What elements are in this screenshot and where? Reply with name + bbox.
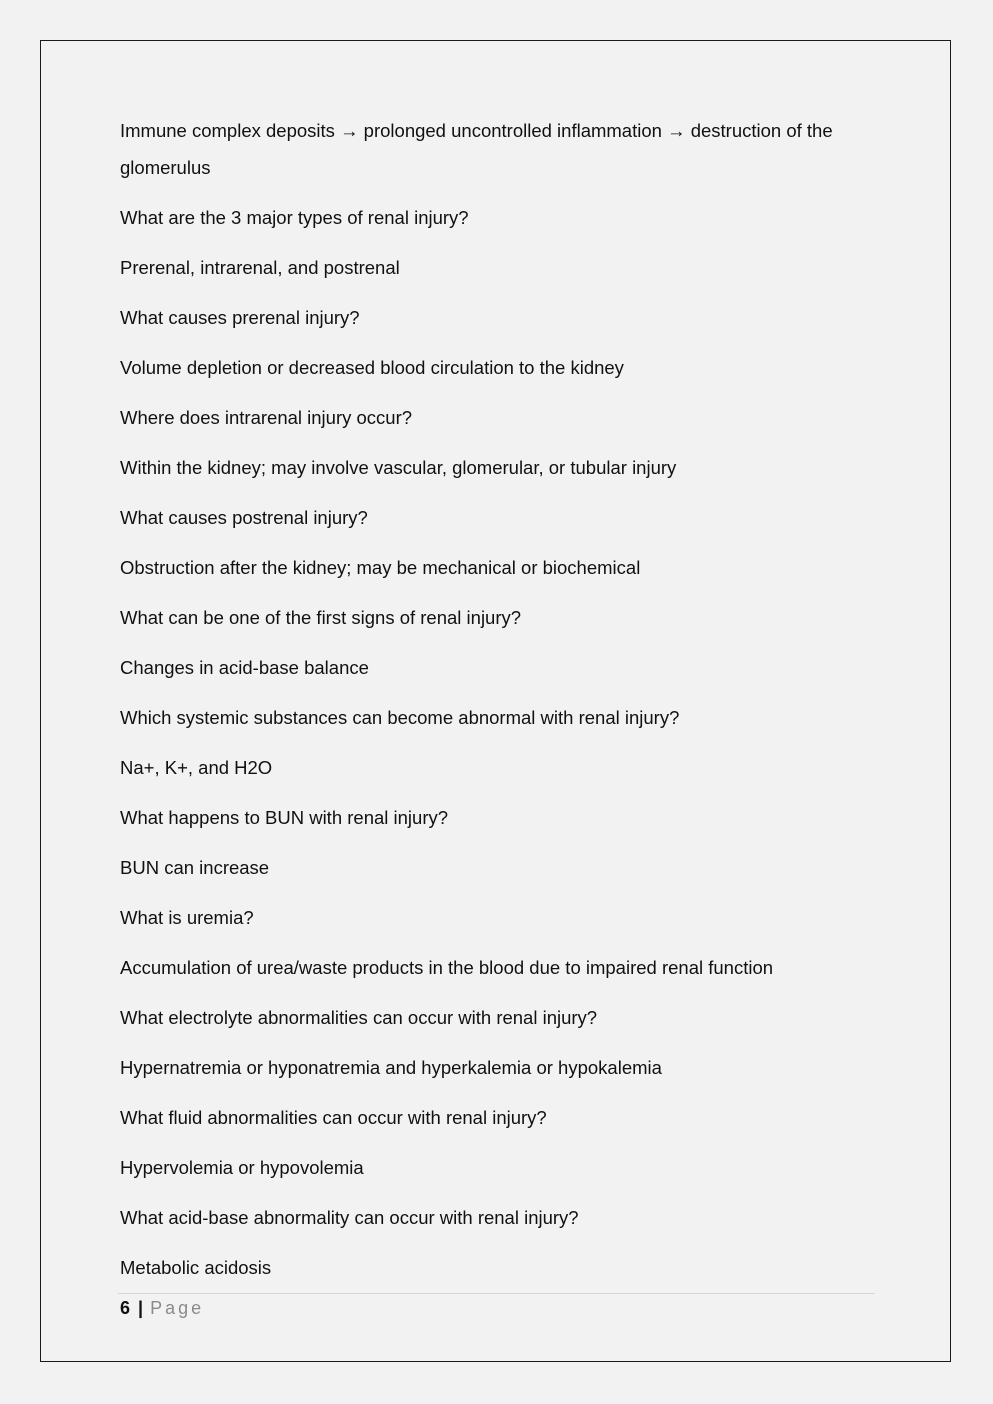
answer-line: Accumulation of urea/waste products in the blood due to impaired renal function	[120, 957, 774, 978]
answer-line: Obstruction after the kidney; may be mechanical or biochemical	[120, 557, 641, 578]
question-line: What electrolyte abnormalities can occur with renal injury?	[120, 1007, 598, 1028]
question-line: Where does intrarenal injury occur?	[120, 407, 413, 428]
answer-line: Hypervolemia or hypovolemia	[120, 1157, 364, 1178]
text-line: Immune complex deposits → prolonged uncontrolled inflammation → destruction of the glomerulus	[120, 120, 833, 178]
question-line: What can be one of the first signs of renal injury?	[120, 607, 522, 628]
answer-line: Hypernatremia or hyponatremia and hyperkalemia or hypokalemia	[120, 1057, 662, 1078]
answer-line: Within the kidney; may involve vascular, glomerular, or tubular injury	[120, 457, 677, 478]
answer-line: Prerenal, intrarenal, and postrenal	[120, 257, 400, 278]
answer-line: Volume depletion or decreased blood circulation to the kidney	[120, 357, 624, 378]
footer-separator: |	[138, 1298, 144, 1318]
answer-line: Metabolic acidosis	[120, 1257, 272, 1278]
question-line: What causes postrenal injury?	[120, 507, 368, 528]
question-line: What are the 3 major types of renal injury?	[120, 207, 469, 228]
answer-line: Na+, K+, and H2O	[120, 757, 273, 778]
document-body	[120, 112, 880, 1299]
question-line: Which systemic substances can become abnormal with renal injury?	[120, 707, 680, 728]
question-line: What fluid abnormalities can occur with renal injury?	[120, 1107, 547, 1128]
answer-line: BUN can increase	[120, 857, 270, 878]
question-line: What acid-base abnormality can occur with renal injury?	[120, 1207, 579, 1228]
answer-line: Changes in acid-base balance	[120, 657, 369, 678]
question-line: What happens to BUN with renal injury?	[120, 807, 449, 828]
page-footer	[120, 1296, 204, 1320]
question-line: What is uremia?	[120, 907, 254, 928]
page-number: 6	[120, 1298, 131, 1318]
question-line: What causes prerenal injury?	[120, 307, 360, 328]
page-label: Page	[150, 1298, 205, 1318]
footer-divider	[118, 1293, 875, 1294]
